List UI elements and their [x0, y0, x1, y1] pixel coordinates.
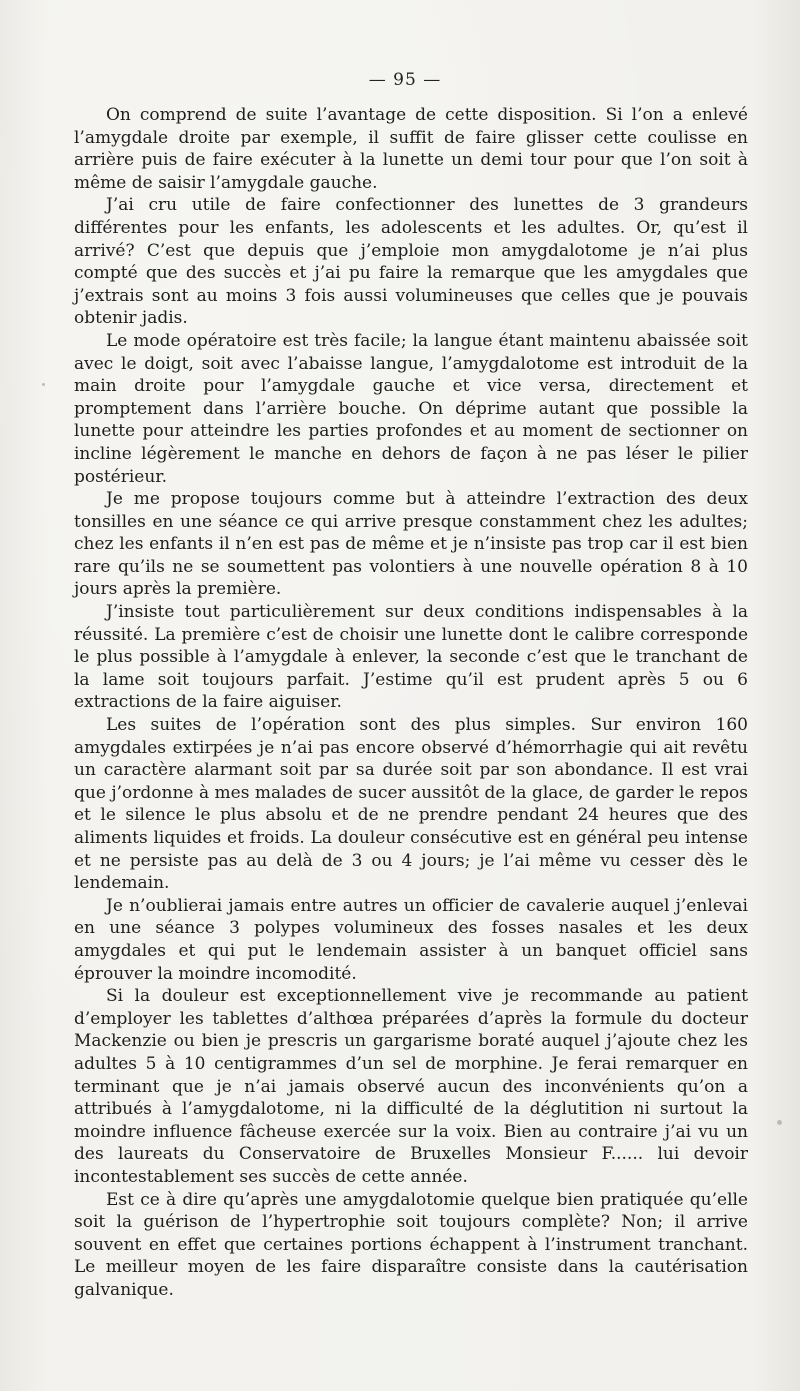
paragraph-1: On comprend de suite l’avantage de cette disposition. Si l’on a enlevé l’amygdale droite par exemple, il suffit de faire glisser cette coulisse en arrière puis de faire exécuter à la lunette un demi tour pour que l’on soit à même de saisir l’amygdale gauche. — [74, 105, 748, 193]
page-number: — 95 — — [368, 70, 442, 90]
paragraph-3: Le mode opératoire est très facile; la langue étant maintenu abaissée soit avec le doigt, soit avec l’abaisse langue, l’amygdalotome est introduit de la main droite pour l’amygdale gauche et vice versa, directement et promptement dans l’arrière bouche. On déprime autant que possible la lunette pour atteindre les parties profondes et au moment de sectionner on incline légèrement le manche en dehors de façon à ne pas léser le pilier postérieur. — [74, 330, 748, 487]
paragraph-9: Est ce à dire qu’après une amygdalotomie quelque bien pratiquée qu’elle soit la guérison de l’hypertrophie soit toujours complète? Non; il arrive souvent en effet que certaines portions échappent à l’instrument tranchant. Le meilleur moyen de les faire disparaître consiste dans la cautérisation galvanique. — [74, 1189, 748, 1300]
paragraph-4: Je me propose toujours comme but à atteindre l’extraction des deux tonsilles en une séance ce qui arrive presque constamment chez les adultes; chez les enfants il n’en est pas de même et je n’insiste pas trop car il est bien rare qu’ils ne se soumettent pas volontiers à une nouvelle opération 8 à 10 jours après la première. — [74, 489, 748, 600]
paragraph-5: J’insiste tout particulièrement sur deux conditions indispensables à la réussité. La première c’est de choisir une lunette dont le calibre corresponde le plus possible à l’amygdale à enlever, la seconde c’est que le tranchant de la lame soit toujours parfait. J’estime qu’il est prudent après 5 ou 6 extractions de la faire aiguiser. — [74, 602, 748, 713]
paragraph-6: Les suites de l’opération sont des plus simples. Sur environ 160 amygdales extirpées je n’ai pas encore observé d’hémorrhagie qui ait revêtu un caractère alarmant soit par sa durée soit par son abondance. Il est vrai que j’ordonne à mes malades de sucer aussitôt de la glace, de garder le repos et le silence le plus absolu et de ne prendre pendant 24 heures que des aliments liquides et froids. La douleur consécutive est en général peu intense et ne persiste pas au delà de 3 ou 4 jours; je l’ai même vu cesser dès le lendemain. — [74, 715, 748, 894]
paper-speck — [42, 383, 45, 386]
paragraph-2: J’ai cru utile de faire confectionner des lunettes de 3 grandeurs différentes pour les enfants, les adolescents et les adultes. Or, qu’est il arrivé? C’est que depuis que j’emploie mon amygdalotome je n’ai plus compté que des succès et j’ai pu faire la remarque que les amygdales que j’extrais sont au moins 3 fois aussi volumineuses que celles que je pouvais obtenir jadis. — [74, 195, 748, 329]
body-text — [74, 104, 748, 1301]
paper-speck — [777, 1120, 782, 1125]
paragraph-8: Si la douleur est exceptionnellement vive je recommande au patient d’employer les tablettes d’althœa préparées d’après la formule du docteur Mackenzie ou bien je prescris un gargarisme boraté auquel j’ajoute chez les adultes 5 à 10 centigrammes d’un sel de morphine. Je ferai remarquer en terminant que je n’ai jamais observé aucun des inconvénients qu’on a attribués à l’amygdalotome, ni la difficulté de la déglutition ni surtout la moindre influence fâcheuse exercée sur la voix. Bien au contraire j’ai vu un des laureats du Conservatoire de Bruxelles Monsieur F...... lui devoir incontestablement ses succès de cette année. — [74, 986, 748, 1187]
paragraph-7: Je n’oublierai jamais entre autres un officier de cavalerie auquel j’enlevai en une séance 3 polypes volumineux des fosses nasales et les deux amygdales et qui put le lendemain assister à un banquet officiel sans éprouver la moindre incomodité. — [74, 895, 748, 984]
